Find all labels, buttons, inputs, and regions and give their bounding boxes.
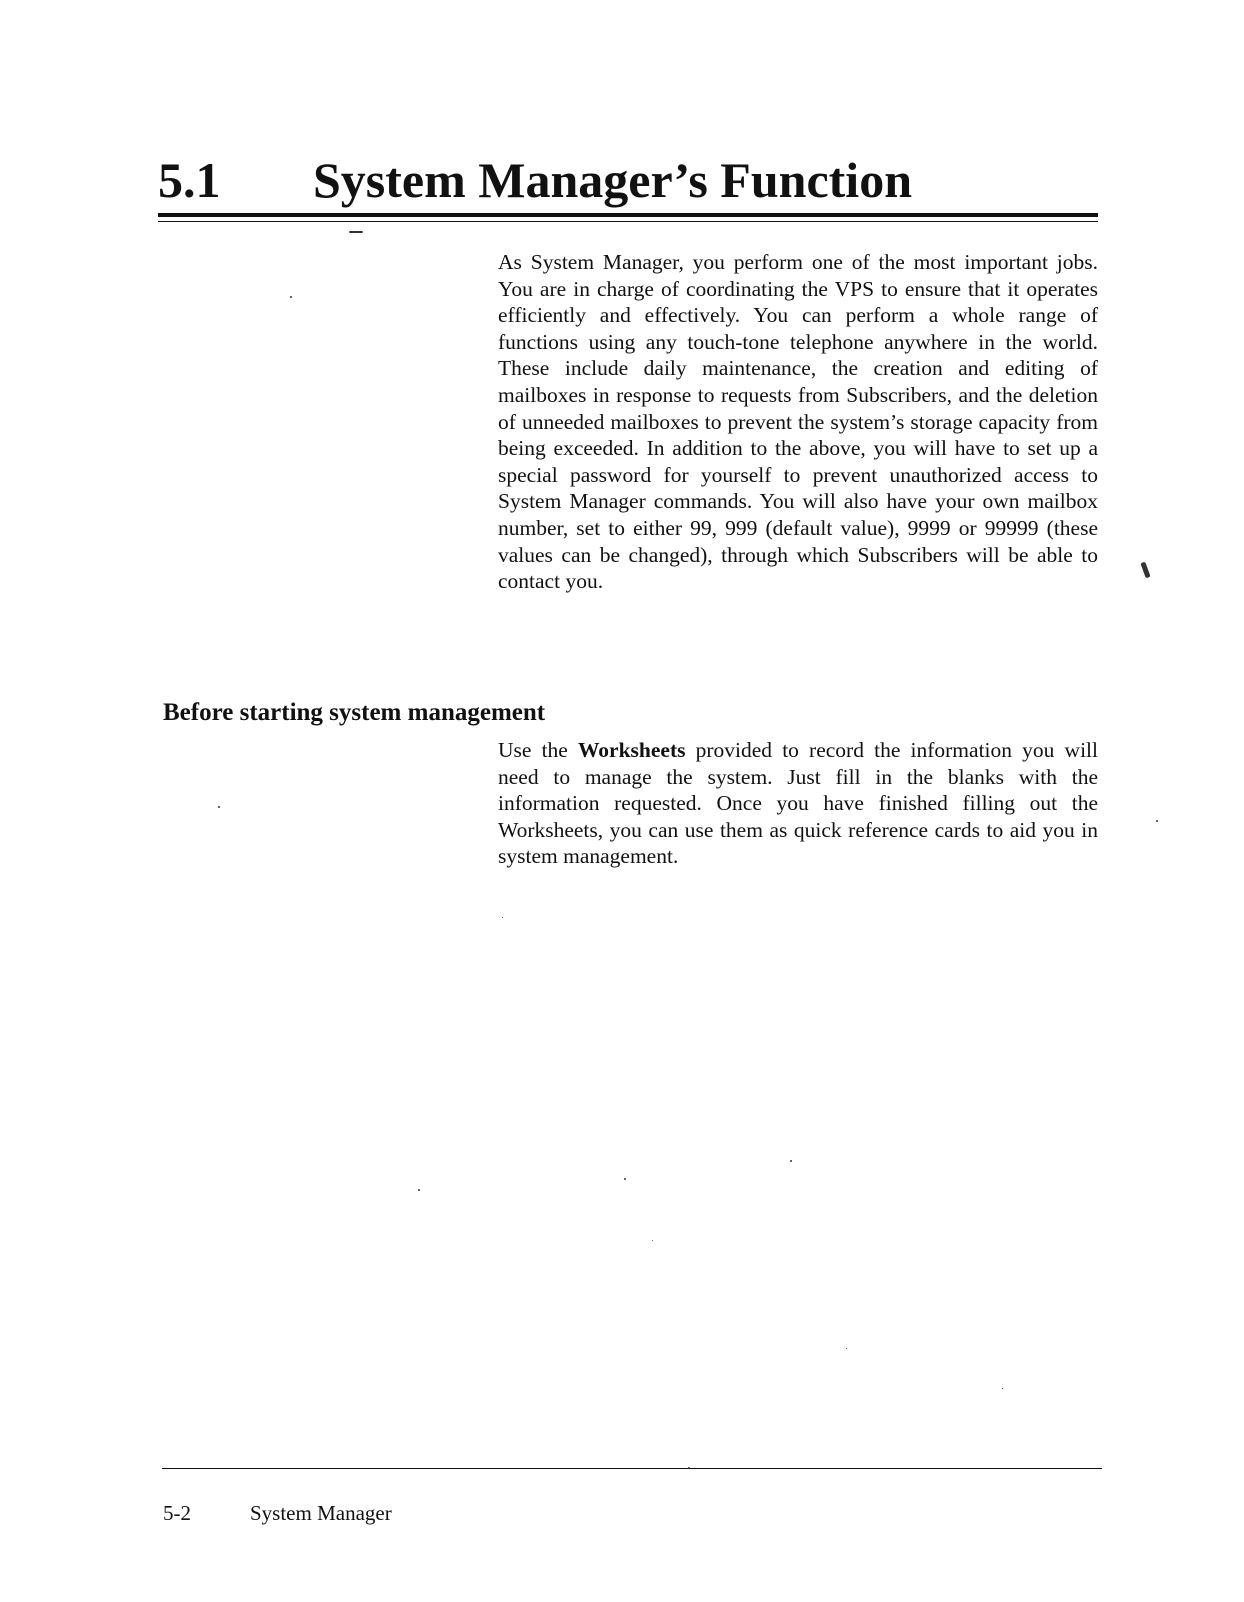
intro-paragraph: As System Manager, you perform one of the most important jobs. You are in charge of coordinating the VPS to ensure that it operates efficiently and effectively. You can perform a whole range of functions using any touch-tone telephone anywhere in the world. These include daily maintenance, the creation and editing of mailboxes in response to requests from Subscribers, and the deletion of unneeded mailboxes to prevent the system’s storage capacity from being exceeded. In addition to the above, you will have to set up a special password for yourself to prevent unauthorized access to System Manager commands. You will also have your own mailbox number, set to either 99, 999 (default value), 9999 or 99999 (these values can be changed), through which Subscribers will be able to contact you.: [498, 250, 1098, 594]
scan-speck: [1140, 562, 1150, 579]
scan-speck: [418, 1189, 420, 1191]
worksheets-paragraph: [498, 737, 1098, 870]
footer-page-number: 5-2: [163, 1501, 191, 1525]
scan-speck: [1156, 820, 1158, 822]
section-number: 5.1: [158, 152, 221, 208]
worksheets-bold-term: Worksheets: [577, 738, 686, 762]
scan-speck: [1002, 1388, 1003, 1389]
worksheets-text-before: Use the: [498, 738, 578, 762]
footer-chapter-title: System Manager: [250, 1501, 392, 1525]
scan-speck: [652, 1240, 653, 1241]
section-header: [158, 150, 1098, 230]
worksheets-text-after: provided to record the information you will need to manage the system. Just fill in the blanks with the information requested. Once you have finished filling out the Worksheets, you can use them as quick reference cards to aid you in system management.: [498, 738, 1098, 869]
scan-speck: [688, 1467, 690, 1469]
section-title: System Manager’s Function: [313, 152, 912, 208]
subheading-before-starting: Before starting system management: [163, 699, 546, 726]
scan-speck: [624, 1178, 626, 1180]
header-rule-thick: [158, 213, 1098, 217]
scan-speck: [218, 806, 220, 808]
footer-rule: [162, 1468, 1102, 1469]
scan-speck: [290, 296, 292, 298]
scan-speck: [349, 231, 363, 233]
scan-speck: [846, 1348, 847, 1349]
scan-speck: [790, 1160, 792, 1162]
scan-speck: [502, 917, 503, 918]
header-rule-thin: [158, 221, 1098, 222]
